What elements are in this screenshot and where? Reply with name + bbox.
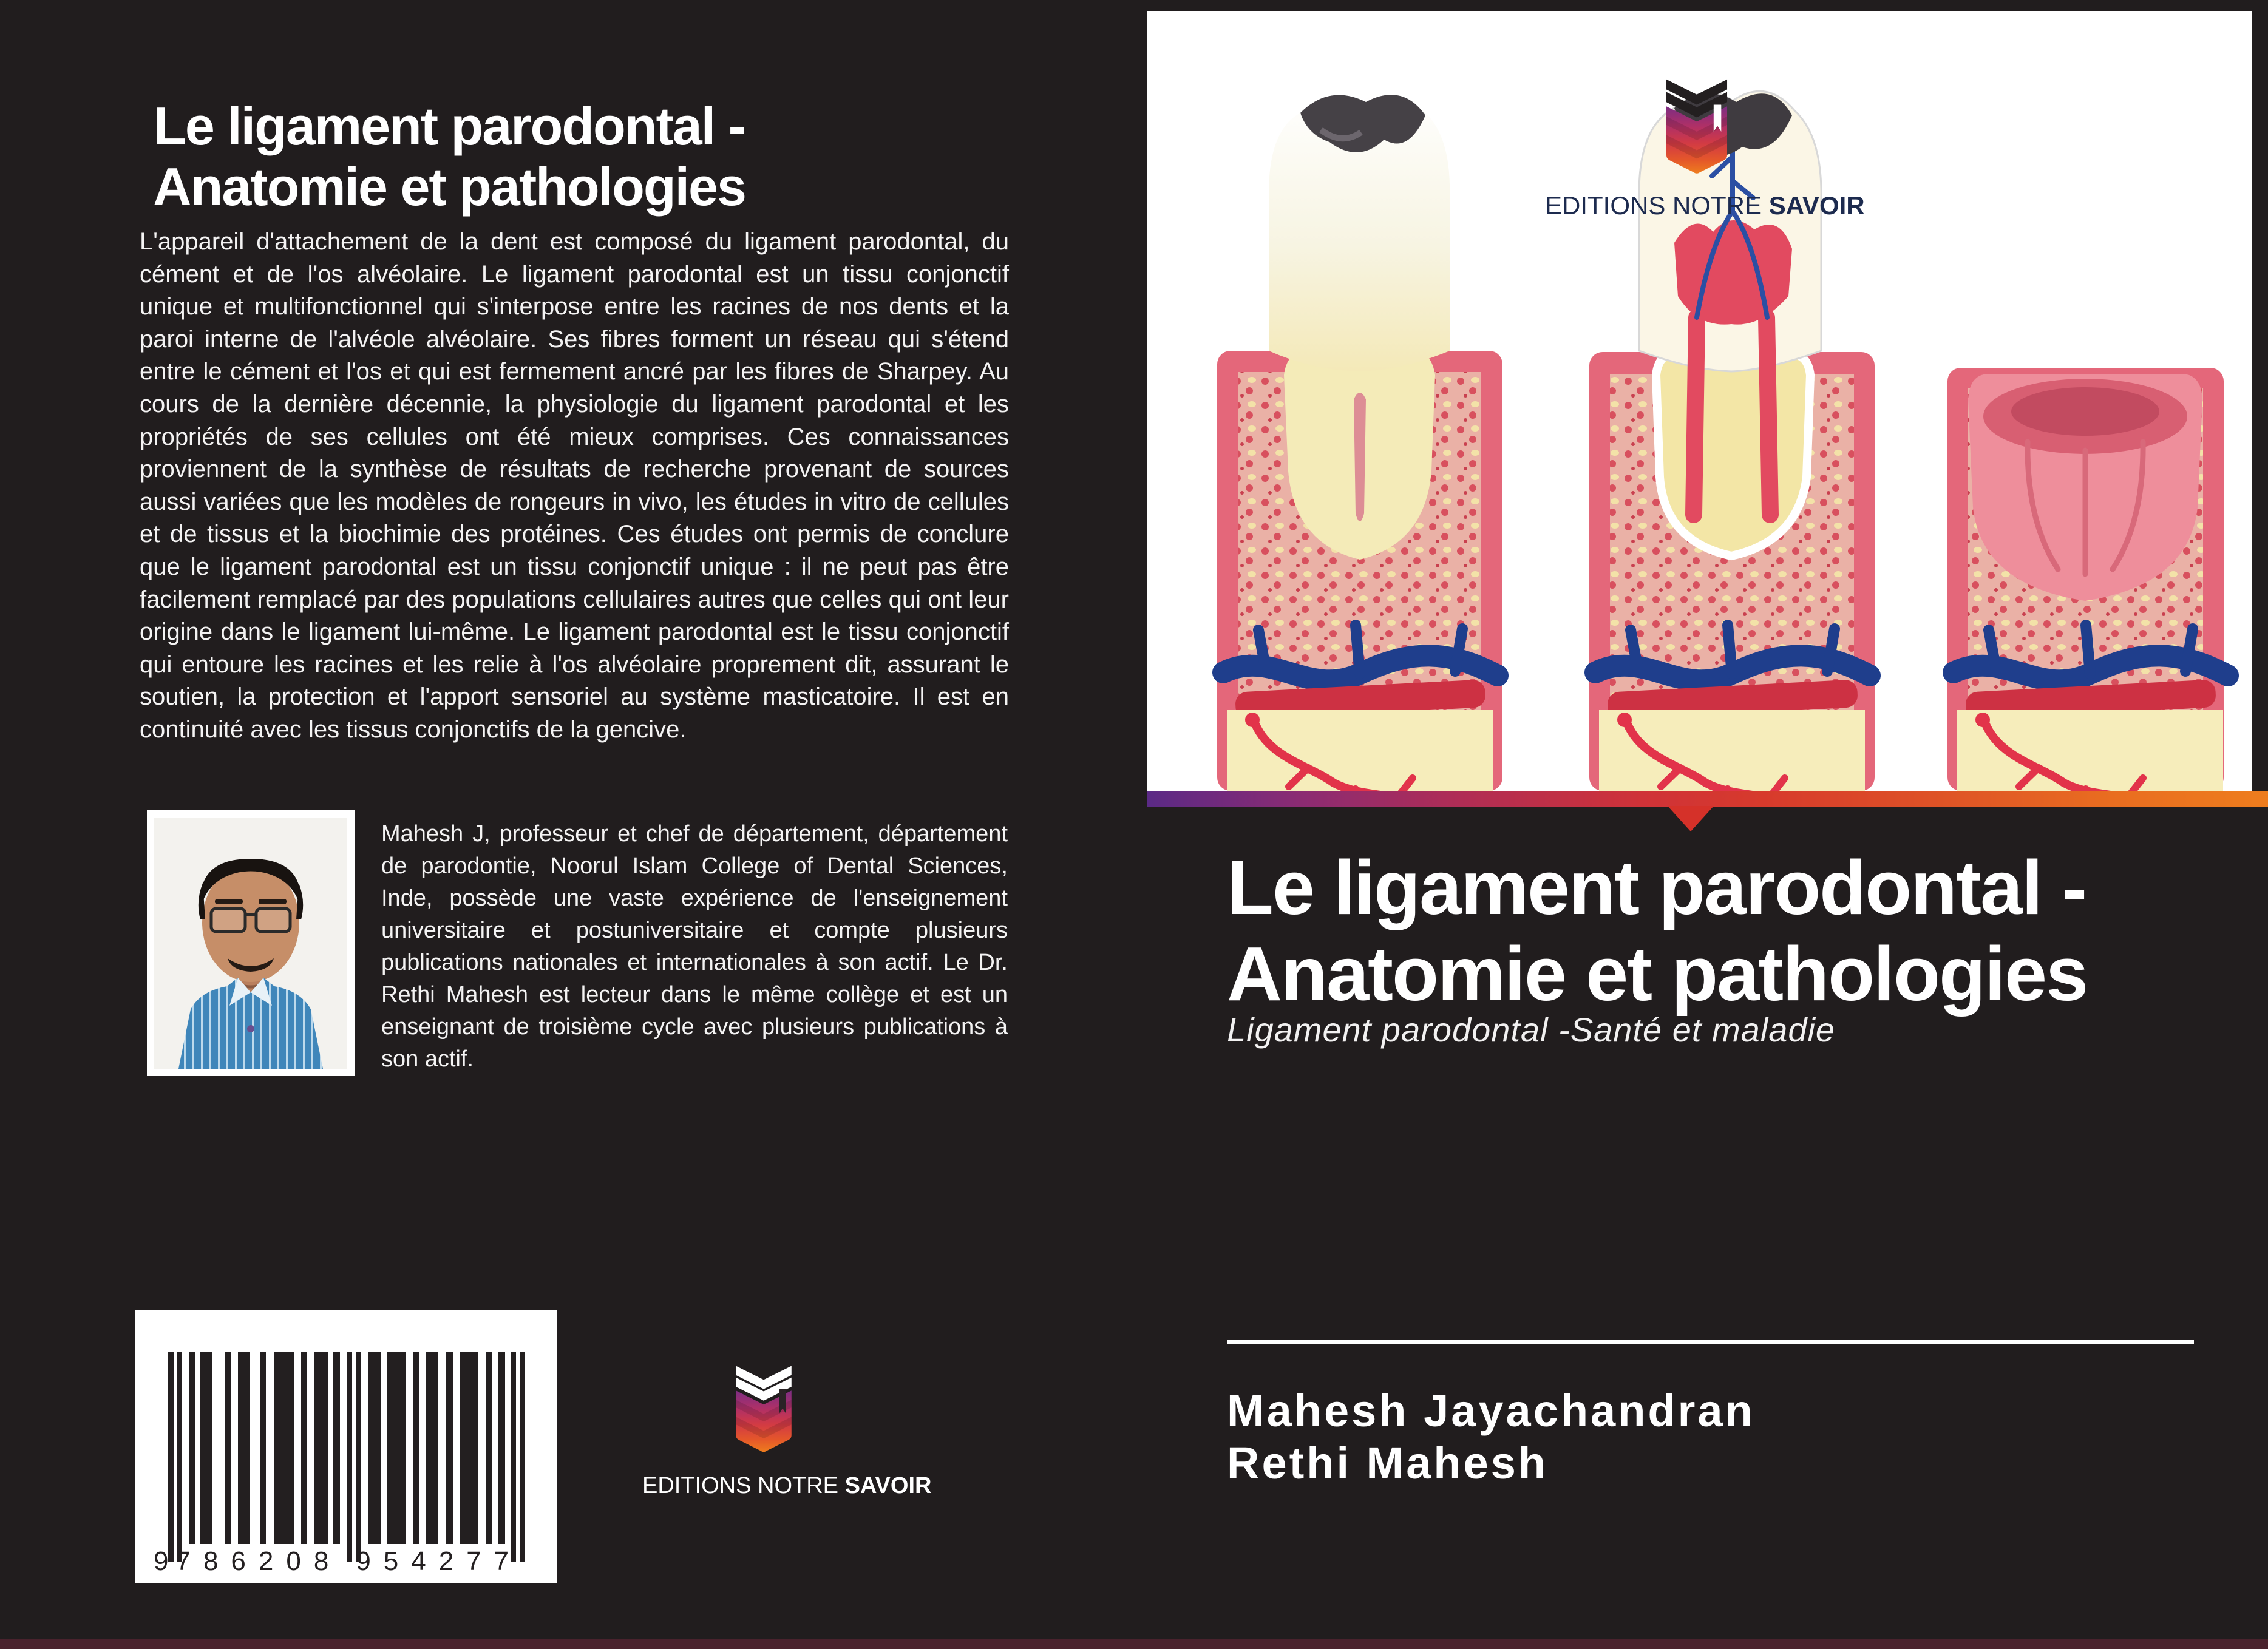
publisher-name — [1545, 191, 1865, 220]
author-name-2: Rethi Mahesh — [1227, 1438, 1549, 1488]
front-title-line-2: Anatomie et pathologies — [1227, 931, 2088, 1017]
publisher-logo-front — [1545, 78, 1865, 220]
barcode-digits — [154, 1546, 547, 1577]
author-name-1: Mahesh Jayachandran — [1227, 1386, 1755, 1436]
bottom-edge-bar — [0, 1639, 2268, 1649]
publisher-name — [642, 1473, 932, 1499]
accent-stripe-pointer — [1668, 806, 1714, 831]
back-title-line-1: Le ligament parodontal - — [154, 96, 745, 156]
accent-stripe — [1147, 791, 2268, 807]
publisher-name-regular: EDITIONS NOTRE — [1545, 191, 1762, 220]
isbn-lead-digit: 9 — [154, 1546, 169, 1576]
isbn-group-2: 954277 — [356, 1546, 522, 1576]
author-photo — [147, 810, 355, 1076]
front-title-line-1: Le ligament parodontal - — [1227, 845, 2086, 930]
isbn-group-1: 786208 — [175, 1546, 342, 1576]
barcode — [135, 1310, 557, 1583]
authors-divider-rule — [1227, 1340, 2194, 1344]
publisher-name-bold: SAVOIR — [1768, 191, 1865, 220]
back-cover-blurb: L'appareil d'attachement de la dent est composé du ligament parodontal, du cément et de l'os alvéolaire. Le ligament parodontal est un tissu conjonctif unique et multifonctionnel qui s'interpose entre les racines de nos dents et la paroi interne de l'alvéole alvéolaire. Ses fibres forment un réseau qui s'étend entre le cément et l'os et qui est fermement ancré par les fibres de Sharpey. Au cours de la dernière décennie, la physiologie du ligament parodontal et les propriétés de ses cellules ont été mieux comprises. Ces connaissances proviennent de la synthèse de résultats de recherche provenant de sources aussi variées que les modèles de rongeurs in vivo, les études in vitro de cellules et de tissus et la biochimie des protéines. Ces études ont permis de conclure que le ligament parodontal est un tissu conjonctif unique : il ne peut pas être facilement remplacé par des populations cellulaires autres que celles qui ont leur origine dans le ligament lui-même. Le ligament parodontal est le tissu conjonctif qui entoure les racines et les relie à l'os alvéolaire proprement dit, assurant le soutien, la protection et l'apport sensoriel au système masticatoire. Il est en continuité avec les tissus conjonctifs de la gencive. — [140, 228, 1009, 743]
back-title-line-2: Anatomie et pathologies — [153, 157, 745, 217]
front-cover-authors — [1227, 1385, 1755, 1489]
notre-savoir-logo-icon — [721, 1364, 806, 1455]
publisher-name-regular: EDITIONS NOTRE — [642, 1473, 839, 1498]
publisher-logo-back — [642, 1364, 932, 1499]
publisher-name-bold: SAVOIR — [844, 1473, 932, 1498]
author-bio: Mahesh J, professeur et chef de département, département de parodontie, Noorul Islam College of Dental Sciences, Inde, possède une vaste expérience de l'enseignement universitaire et postuniversitaire et compte plusieurs publications nationales et internationales à son actif. Le Dr. Rethi Mahesh est lecteur dans le même collège et est un enseignant de troisième cycle avec plusieurs publications à son actif. — [381, 821, 1008, 1072]
barcode-bars — [168, 1352, 525, 1562]
notre-savoir-logo-icon — [1650, 78, 1743, 177]
front-cover-subtitle: Ligament parodontal -Santé et maladie — [1227, 1011, 1836, 1049]
front-cover-title — [1227, 845, 2210, 1017]
back-cover-title — [85, 96, 813, 217]
author-portrait-art — [147, 810, 355, 1076]
